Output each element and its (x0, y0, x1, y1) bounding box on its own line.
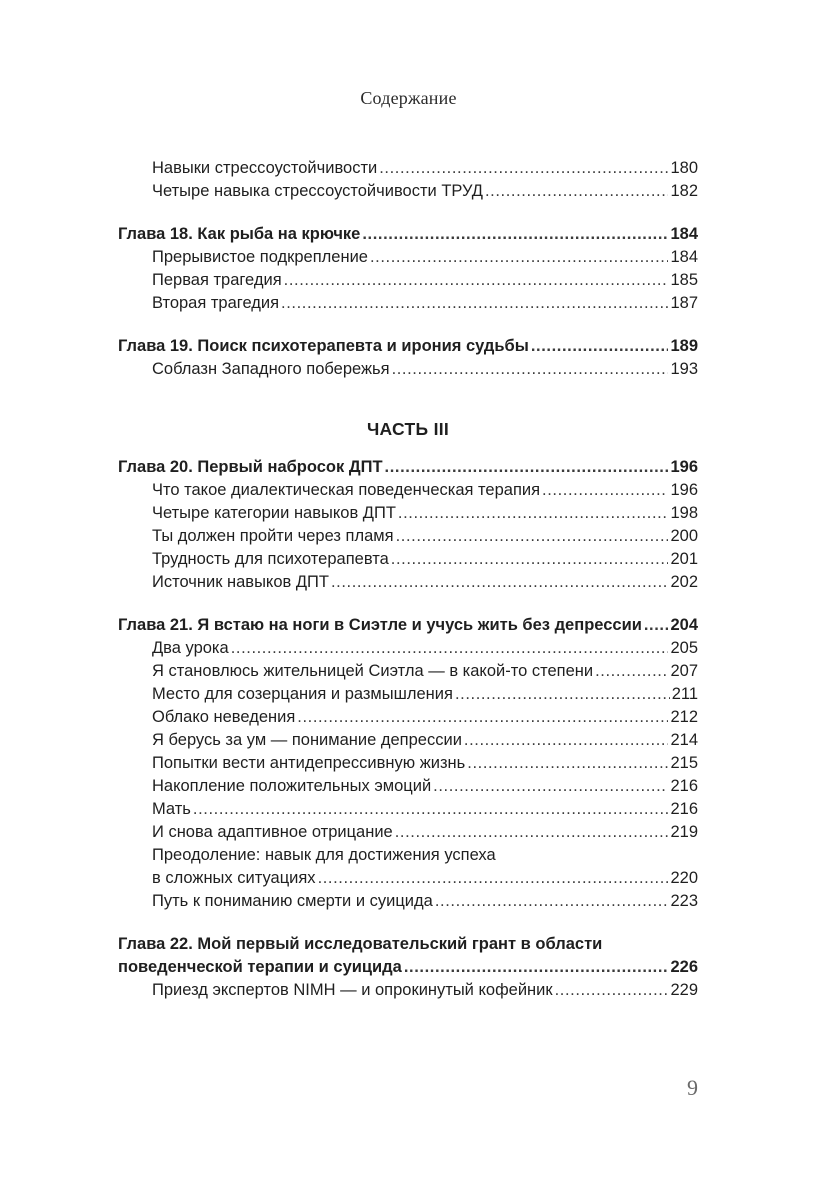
toc-entry-page: 205 (670, 639, 698, 657)
toc-entry[interactable] (118, 292, 698, 315)
toc-entry-title: Источник навыков ДПТ (152, 573, 329, 591)
dot-leader (297, 706, 668, 729)
dot-leader (435, 890, 669, 913)
toc-entry-page: 180 (670, 159, 698, 177)
toc-entry-title: Я берусь за ум — понимание депрессии (152, 731, 462, 749)
chapter-page: 204 (670, 616, 698, 634)
chapter-title: Глава 19. Поиск психотерапевта и ирония судьбы (118, 337, 529, 355)
dot-leader (644, 614, 669, 637)
chapter-title: Глава 18. Как рыба на крючке (118, 225, 361, 243)
dot-leader (542, 479, 668, 502)
toc-entry-page: 211 (671, 685, 698, 703)
chapter-21-entry[interactable] (118, 614, 698, 637)
toc-entry-title: в сложных ситуациях (152, 869, 316, 887)
toc-entry[interactable] (118, 525, 698, 548)
toc-entry-page: 229 (670, 981, 698, 999)
toc-entry-page: 187 (670, 294, 698, 312)
toc-entry-title: Что такое диалектическая поведенческая терапия (152, 481, 541, 499)
dot-leader (391, 548, 669, 571)
toc-entry-title: Четыре категории навыков ДПТ (152, 504, 396, 522)
toc-entry[interactable] (118, 180, 698, 203)
toc-entry-page: 220 (670, 869, 698, 887)
toc-entry-title: Два урока (152, 639, 229, 657)
toc-entry-title: Приезд экспертов NIMH — и опрокинутый кофейник (152, 981, 553, 999)
chapter-page: 189 (670, 337, 698, 355)
dot-leader (331, 571, 668, 594)
toc-entry[interactable] (118, 683, 698, 706)
toc-entry[interactable] (118, 798, 698, 821)
dot-leader (455, 683, 670, 706)
part-heading: ЧАСТЬ III (366, 419, 450, 439)
dot-leader (318, 867, 669, 890)
toc-entry[interactable] (118, 729, 698, 752)
toc-entry-title: Трудность для психотерапевта (152, 550, 389, 568)
dot-leader (485, 180, 669, 203)
toc-entry[interactable] (118, 157, 698, 180)
toc-entry-title: Прерывистое подкрепление (152, 248, 368, 266)
dot-leader (284, 269, 669, 292)
toc-entry[interactable] (118, 502, 698, 525)
table-of-contents (118, 157, 698, 1002)
toc-entry-title: Вторая трагедия (152, 294, 280, 312)
toc-entry[interactable] (118, 479, 698, 502)
toc-entry-page: 215 (670, 754, 698, 772)
toc-entry-page: 216 (670, 777, 698, 795)
dot-leader (193, 798, 669, 821)
dot-leader (531, 335, 669, 358)
dot-leader (404, 956, 669, 979)
toc-entry-page: 207 (670, 662, 698, 680)
toc-entry[interactable] (118, 890, 698, 913)
toc-entry-page: 212 (670, 708, 698, 726)
toc-entry-title: Облако неведения (152, 708, 296, 726)
dot-leader (555, 979, 669, 1002)
dot-leader (392, 358, 669, 381)
toc-entry-first-line[interactable]: Преодоление: навык для достижения успеха (152, 846, 496, 864)
toc-entry-page: 198 (670, 504, 698, 522)
toc-entry-title: Четыре навыка стрессоустойчивости ТРУД (152, 182, 483, 200)
toc-entry-title: Мать (152, 800, 191, 818)
toc-entry-title: Навыки стрессоустойчивости (152, 159, 378, 177)
dot-leader (398, 502, 669, 525)
chapter-title: поведенческой терапии и суицида (118, 958, 402, 976)
toc-entry-page: 223 (670, 892, 698, 910)
chapter-20-entry[interactable] (118, 456, 698, 479)
toc-entry[interactable] (118, 867, 698, 890)
toc-entry[interactable] (118, 246, 698, 269)
running-head: Содержание (360, 88, 457, 108)
toc-entry[interactable] (118, 571, 698, 594)
dot-leader (464, 729, 669, 752)
toc-entry-title: Первая трагедия (152, 271, 282, 289)
toc-entry-page: 182 (670, 182, 698, 200)
toc-entry-page: 201 (670, 550, 698, 568)
toc-entry[interactable] (118, 775, 698, 798)
toc-entry-title: Попытки вести антидепрессивную жизнь (152, 754, 466, 772)
toc-entry[interactable] (118, 637, 698, 660)
chapter-22-title-line[interactable]: Глава 22. Мой первый исследовательский грант в области (118, 935, 603, 953)
chapter-title: Глава 20. Первый набросок ДПТ (118, 458, 383, 476)
dot-leader (395, 821, 669, 844)
chapter-page: 196 (670, 458, 698, 476)
toc-entry-page: 193 (670, 360, 698, 378)
chapter-19-entry[interactable] (118, 335, 698, 358)
toc-entry[interactable] (118, 821, 698, 844)
dot-leader (281, 292, 668, 315)
toc-entry-page: 216 (670, 800, 698, 818)
toc-entry-title: Соблазн Западного побережья (152, 360, 390, 378)
dot-leader (396, 525, 669, 548)
toc-entry[interactable] (118, 706, 698, 729)
dot-leader (379, 157, 668, 180)
toc-entry[interactable] (118, 979, 698, 1002)
dot-leader (385, 456, 669, 479)
chapter-18-entry[interactable] (118, 223, 698, 246)
dot-leader (231, 637, 669, 660)
toc-entry[interactable] (118, 269, 698, 292)
toc-entry[interactable] (118, 660, 698, 683)
chapter-22-entry[interactable] (118, 956, 698, 979)
toc-entry-page: 184 (670, 248, 698, 266)
chapter-page: 226 (670, 958, 698, 976)
dot-leader (467, 752, 668, 775)
toc-entry-page: 214 (670, 731, 698, 749)
toc-entry-title: Место для созерцания и размышления (152, 685, 453, 703)
toc-entry[interactable] (118, 548, 698, 571)
toc-entry[interactable] (118, 358, 698, 381)
dot-leader (362, 223, 668, 246)
chapter-page: 184 (670, 225, 698, 243)
dot-leader (433, 775, 668, 798)
toc-entry-title: Накопление положительных эмоций (152, 777, 432, 795)
toc-entry-title: И снова адаптивное отрицание (152, 823, 393, 841)
dot-leader (595, 660, 668, 683)
chapter-title: Глава 21. Я встаю на ноги в Сиэтле и учусь жить без депрессии (118, 616, 642, 634)
toc-entry-page: 200 (670, 527, 698, 545)
toc-entry-title: Ты должен пройти через пламя (152, 527, 394, 545)
toc-entry-title: Путь к пониманию смерти и суицида (152, 892, 433, 910)
toc-entry[interactable] (118, 752, 698, 775)
toc-entry-title: Я становлюсь жительницей Сиэтла — в какой-то степени (152, 662, 594, 680)
toc-entry-page: 185 (670, 271, 698, 289)
dot-leader (370, 246, 668, 269)
page-number: 9 (687, 1075, 698, 1100)
toc-entry-page: 196 (670, 481, 698, 499)
toc-entry-page: 219 (670, 823, 698, 841)
toc-entry-page: 202 (670, 573, 698, 591)
